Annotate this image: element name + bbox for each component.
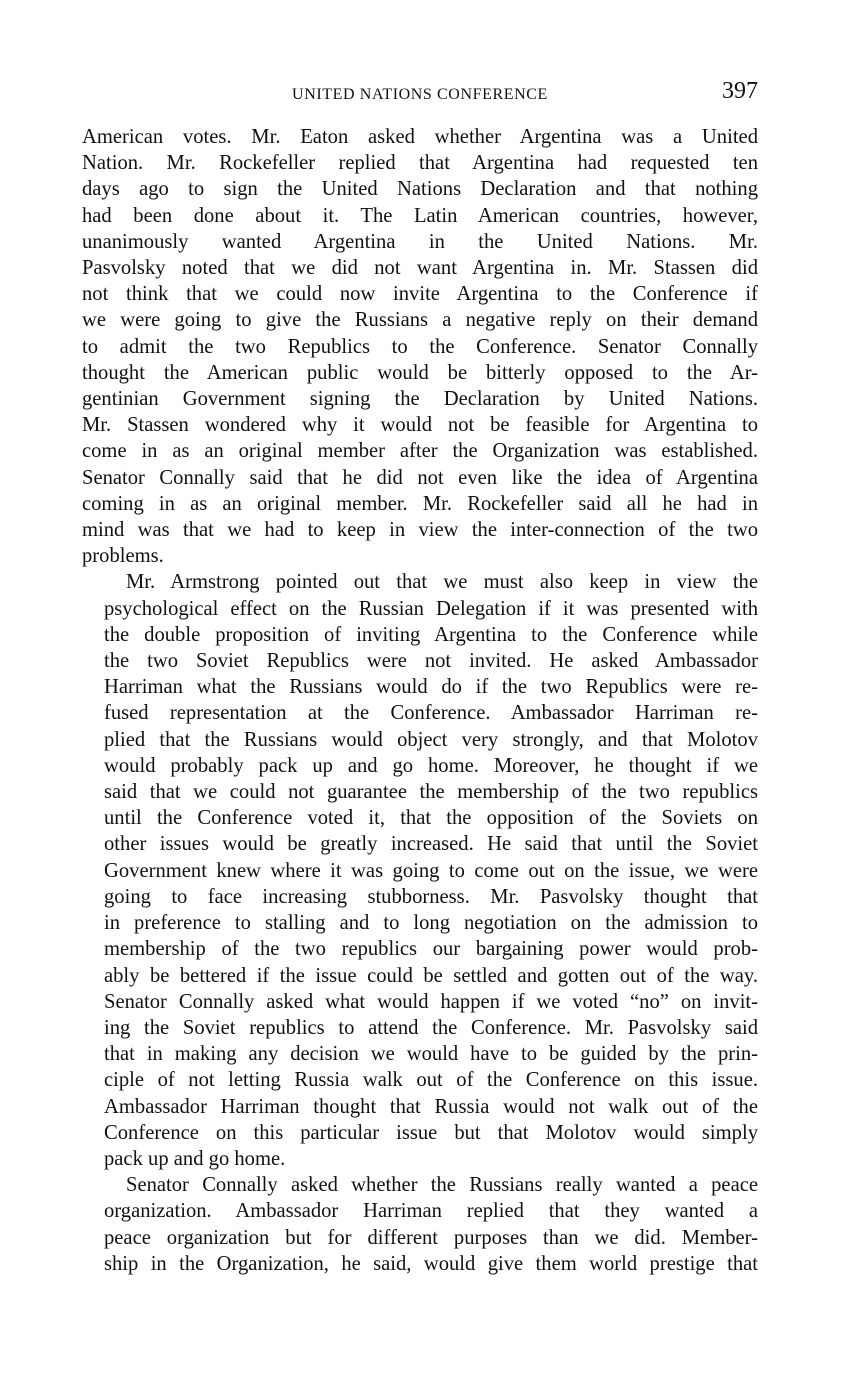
text-line: plied that the Russians would object very strongly, and that Molotov: [104, 728, 758, 751]
text-line: Ambassador Harriman thought that Russia would not walk out of the: [104, 1095, 758, 1118]
text-line: other issues would be greatly increased. He said that until the Soviet: [104, 833, 758, 856]
text-line: Nation. Mr. Rockefeller replied that Argentina had requested ten: [82, 152, 758, 175]
text-line: unanimously wanted Argentina in the United Nations. Mr.: [82, 230, 758, 253]
text-line: ably be bettered if the issue could be settled and gotten out of the way.: [104, 964, 758, 987]
text-line: would probably pack up and go home. Moreover, he thought if we: [104, 754, 758, 777]
text-line: in preference to stalling and to long negotiation on the admission to: [104, 912, 758, 935]
body-text: [82, 124, 758, 1277]
text-line: ship in the Organization, he said, would give them world prestige that: [104, 1252, 758, 1275]
text-line: mind was that we had to keep in view the inter-connection of the two: [82, 519, 758, 542]
page-number: 397: [722, 78, 758, 104]
text-line: coming in as an original member. Mr. Rockefeller said all he had in: [82, 492, 758, 515]
text-line: Harriman what the Russians would do if the two Republics were re-: [104, 676, 758, 699]
text-line: Pasvolsky noted that we did not want Argentina in. Mr. Stassen did: [82, 257, 758, 280]
text-line: organization. Ambassador Harriman replied that they wanted a: [104, 1200, 758, 1223]
text-line: American votes. Mr. Eaton asked whether Argentina was a United: [82, 126, 758, 148]
text-line: pack up and go home.: [104, 1147, 286, 1170]
text-line: Conference on this particular issue but that Molotov would simply: [104, 1121, 758, 1144]
text-line: thought the American public would be bitterly opposed to the Ar-: [82, 361, 758, 384]
text-line: had been done about it. The Latin American countries, however,: [82, 204, 758, 227]
text-line: problems.: [82, 545, 164, 568]
text-line: ciple of not letting Russia walk out of the Conference on this issue.: [104, 1069, 758, 1092]
text-line: going to face increasing stubborness. Mr. Pasvolsky thought that: [104, 885, 758, 908]
text-line: to admit the two Republics to the Conference. Senator Connally: [82, 335, 758, 358]
text-line: said that we could not guarantee the membership of the two republics: [104, 781, 758, 804]
paragraph-2: [82, 569, 758, 1172]
paragraph-1: [82, 124, 758, 569]
text-line: gentinian Government signing the Declaration by United Nations.: [82, 388, 758, 411]
text-line: days ago to sign the United Nations Declaration and that nothing: [82, 178, 758, 201]
running-title: UNITED NATIONS CONFERENCE: [292, 86, 548, 103]
text-line: until the Conference voted it, that the opposition of the Soviets on: [104, 807, 758, 830]
text-line: we were going to give the Russians a negative reply on their demand: [82, 309, 758, 332]
text-line: psychological effect on the Russian Delegation if it was presented with: [104, 597, 758, 620]
text-line: peace organization but for different purposes than we did. Member-: [104, 1226, 758, 1249]
text-line: come in as an original member after the Organization was established.: [82, 440, 758, 463]
text-line: Mr. Stassen wondered why it would not be feasible for Argentina to: [82, 414, 758, 437]
text-line: that in making any decision we would have to be guided by the prin-: [104, 1043, 758, 1066]
text-line: the double proposition of inviting Argentina to the Conference while: [104, 623, 758, 646]
text-line: Senator Connally said that he did not even like the idea of Argentina: [82, 466, 758, 489]
running-head: [82, 78, 758, 110]
text-line: Senator Connally asked whether the Russians really wanted a peace: [126, 1174, 758, 1197]
text-line: ing the Soviet republics to attend the Conference. Mr. Pasvolsky said: [104, 1016, 758, 1039]
text-line: Senator Connally asked what would happen if we voted “no” on invit-: [104, 990, 758, 1013]
text-line: Government knew where it was going to come out on the issue, we were: [104, 859, 758, 882]
text-line: not think that we could now invite Argentina to the Conference if: [82, 283, 758, 306]
text-line: membership of the two republics our bargaining power would prob-: [104, 938, 758, 961]
text-line: fused representation at the Conference. Ambassador Harriman re-: [104, 702, 758, 725]
text-line: Mr. Armstrong pointed out that we must also keep in view the: [126, 571, 758, 594]
paragraph-3: [82, 1172, 758, 1277]
text-line: the two Soviet Republics were not invited. He asked Ambassador: [104, 650, 758, 673]
